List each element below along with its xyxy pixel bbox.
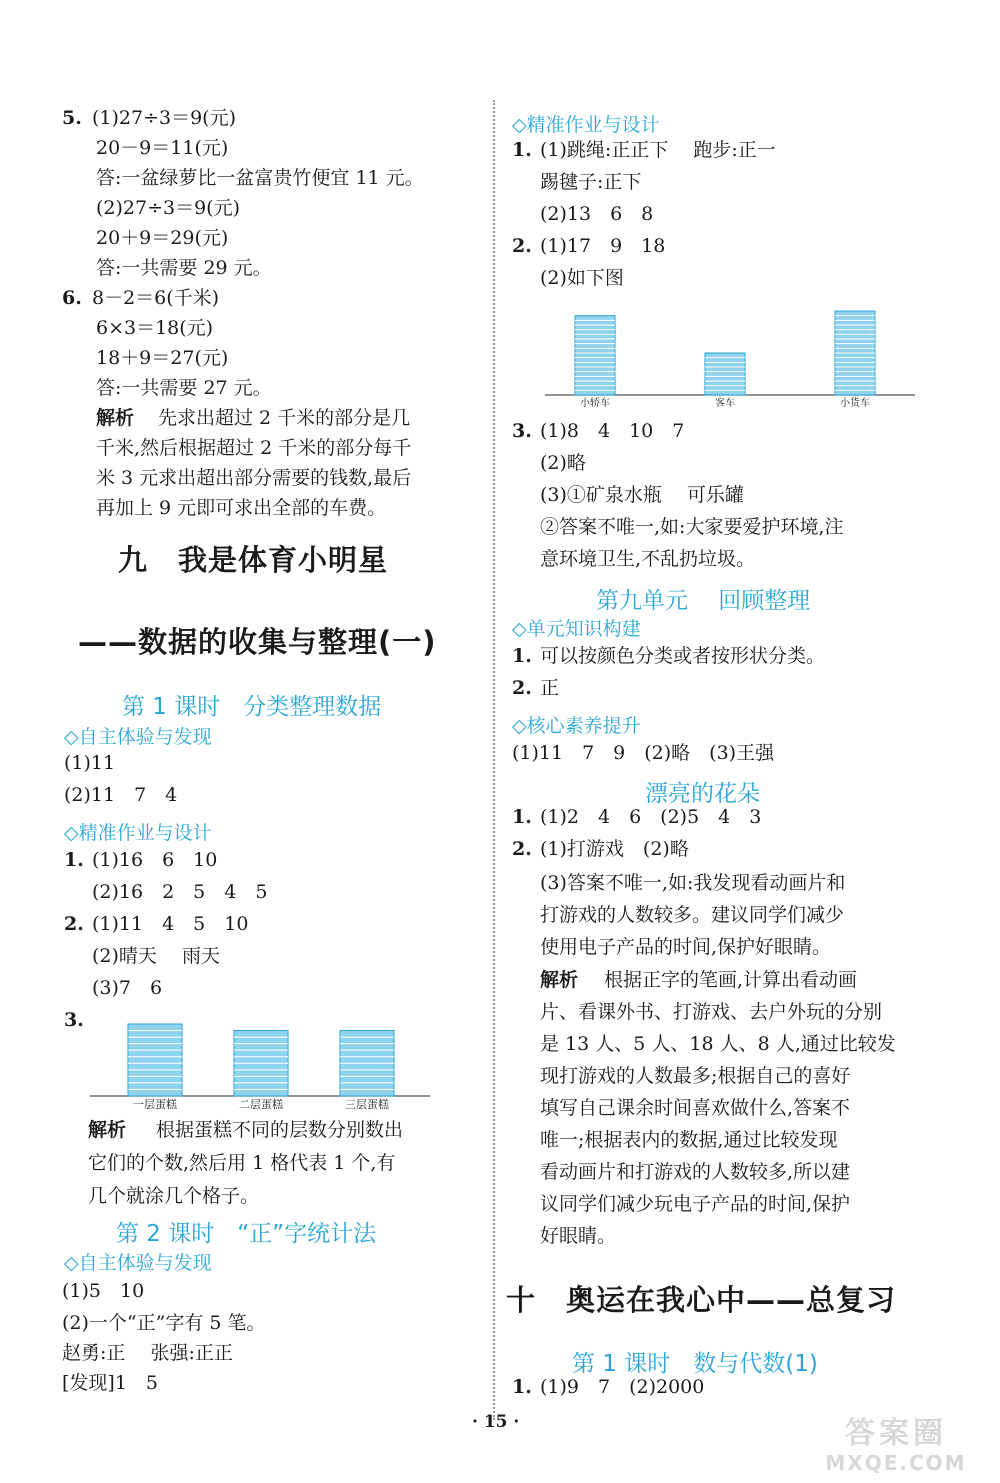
bar	[835, 311, 875, 395]
answer-line: (2)13 6 8	[540, 203, 654, 225]
page-number: · 15 ·	[472, 1412, 520, 1432]
r-analysis-line: 填写自己课余时间喜欢做什么,答案不	[540, 1097, 851, 1119]
cake-bar-chart	[90, 1018, 430, 1110]
l1-analysis-line: 它们的个数,然后用 1 格代表 1 个,有	[88, 1152, 396, 1174]
answer-line: (1)9 7 (2)2000	[540, 1376, 705, 1398]
bar	[234, 1031, 288, 1096]
r-q1-number: 1.	[512, 139, 532, 161]
r-analysis-line: 片、看课外书、打游戏、去户外玩的分别	[540, 1001, 883, 1023]
r-analysis-line: 好眼睛。	[540, 1225, 617, 1247]
q6-line: 6×3＝18(元)	[96, 317, 214, 339]
answer-line: (1)16 6 10	[92, 849, 218, 871]
q5-line: 20－9＝11(元)	[96, 137, 229, 159]
bar-category-label: 三层蛋糕	[345, 1098, 389, 1110]
answer-line: (1)11 7 9 (2)略 (3)王强	[512, 742, 775, 764]
q6-analysis-line: 再加上 9 元即可求出全部的车费。	[96, 497, 387, 519]
lesson1-title: 第 1 课时 分类整理数据	[122, 694, 382, 720]
lesson-title: 第 1 课时 数与代数(1)	[572, 1351, 818, 1377]
r-q3-number: 3.	[512, 420, 532, 442]
r-q2-number: 2.	[512, 235, 532, 257]
section-heading: ◇精准作业与设计	[512, 114, 660, 136]
section-heading: ◇核心素养提升	[512, 715, 641, 737]
answer-line: 踢毽子:正下	[540, 171, 642, 193]
r-analysis-line: 议同学们减少玩电子产品的时间,保护	[540, 1193, 851, 1215]
r-analysis-line: 唯一;根据表内的数据,通过比较发现	[540, 1129, 838, 1151]
k2-number: 2.	[512, 677, 532, 699]
l1-q1-number: 1.	[64, 849, 84, 871]
answer-line: ②答案不唯一,如:大家要爱护环境,注	[540, 516, 844, 538]
bar-category-label: 小轿车	[580, 398, 610, 409]
q6-line: 答:一共需要 27 元。	[96, 377, 272, 399]
bar-category-label: 小货车	[840, 398, 870, 409]
section-heading: ◇自主体验与发现	[64, 1252, 212, 1274]
section-heading: ◇单元知识构建	[512, 618, 641, 640]
q5-number: 5.	[62, 107, 82, 129]
vehicle-bar-chart	[545, 305, 915, 410]
section-heading: ◇自主体验与发现	[64, 726, 212, 748]
answer-line: (1)5 10	[62, 1280, 145, 1302]
r-analysis-line: 根据正字的笔画,计算出看动画	[604, 969, 858, 991]
answer-line: (3)答案不唯一,如:我发现看动画片和	[540, 872, 846, 894]
answer-line: (1)8 4 10 7	[540, 420, 685, 442]
k1-number: 1.	[512, 645, 532, 667]
unit10-title: 十 奥运在我心中——总复习	[506, 1283, 897, 1317]
answer-line: (2)晴天 雨天	[92, 945, 220, 967]
l1-analysis-line: 几个就涂几个格子。	[88, 1185, 260, 1207]
answer-line: 赵勇:正 张强:正正	[62, 1342, 233, 1364]
q5-line: 答:一盆绿萝比一盆富贵竹便宜 11 元。	[96, 167, 424, 189]
answer-line: 打游戏的人数较多。建议同学们减少	[540, 904, 845, 926]
q6-analysis-label: 解析	[96, 407, 135, 429]
q6-analysis-line: 米 3 元求出超出部分需要的钱数,最后	[96, 467, 412, 489]
answer-line: 正	[540, 677, 560, 699]
l1-q2-number: 2.	[64, 913, 84, 935]
answer-line: (2)一个“正”字有 5 笔。	[62, 1312, 266, 1334]
f2-number: 2.	[512, 838, 532, 860]
answer-line: (1)打游戏 (2)略	[540, 838, 689, 860]
review-title: 第九单元 回顾整理	[596, 588, 811, 614]
l1-analysis-line: 根据蛋糕不同的层数分别数出	[156, 1119, 404, 1141]
q6-analysis-line: 千米,然后根据超过 2 千米的部分每千	[96, 437, 412, 459]
bar-category-label: 二层蛋糕	[239, 1098, 283, 1110]
bar-category-label: 一层蛋糕	[133, 1098, 177, 1110]
answer-line: (2)16 2 5 4 5	[92, 881, 268, 903]
lesson2-title: 第 2 课时 “正”字统计法	[116, 1221, 377, 1247]
f1-number: 1.	[512, 806, 532, 828]
watermark-logo: 答案圈 MXQE.COM	[825, 1416, 967, 1475]
q5-line: 答:一共需要 29 元。	[96, 257, 272, 279]
r-analysis-line: 现打游戏的人数最多;根据自己的喜好	[540, 1065, 851, 1087]
l1-q3-number: 3.	[64, 1009, 84, 1031]
bar	[340, 1031, 394, 1096]
answer-line: 意环境卫生,不乱扔垃圾。	[540, 548, 756, 570]
bar-category-label: 客车	[715, 398, 735, 409]
l1-analysis-label: 解析	[88, 1119, 127, 1141]
bar	[128, 1024, 182, 1096]
bar	[575, 316, 615, 395]
answer-line: (1)2 4 6 (2)5 4 3	[540, 806, 762, 828]
r-analysis-line: 看动画片和打游戏的人数较多,所以建	[540, 1161, 851, 1183]
answer-line: (2)11 7 4	[64, 784, 178, 806]
column-divider	[493, 100, 495, 1420]
bar	[705, 353, 745, 395]
flower-title: 漂亮的花朵	[645, 781, 760, 807]
q6-number: 6.	[62, 287, 82, 309]
q5-line: (2)27÷3＝9(元)	[96, 197, 241, 219]
unit9-title: 九 我是体育小明星	[118, 543, 389, 577]
r-analysis-line: 是 13 人、5 人、18 人、8 人,通过比较发	[540, 1033, 896, 1055]
answer-line: (1)跳绳:正正下 跑步:正一	[540, 139, 776, 161]
section-heading: ◇精准作业与设计	[64, 822, 212, 844]
last-number: 1.	[512, 1376, 532, 1398]
answer-line: [发现]1 5	[62, 1372, 159, 1394]
r-analysis-label: 解析	[540, 969, 579, 991]
unit9-subtitle: ——数据的收集与整理(一)	[78, 625, 437, 659]
q6-line: 8－2＝6(千米)	[92, 287, 220, 309]
q5-line: (1)27÷3＝9(元)	[92, 107, 237, 129]
answer-line: (1)11 4 5 10	[92, 913, 249, 935]
answer-line: (3)7 6	[92, 977, 163, 999]
answer-line: (1)17 9 18	[540, 235, 666, 257]
answer-line: 使用电子产品的时间,保护好眼睛。	[540, 936, 832, 958]
q5-line: 20＋9＝29(元)	[96, 227, 229, 249]
answer-line: (2)如下图	[540, 267, 624, 289]
q6-line: 18＋9＝27(元)	[96, 347, 229, 369]
answer-line: (3)①矿泉水瓶 可乐罐	[540, 484, 744, 506]
answer-line: 可以按颜色分类或者按形状分类。	[540, 645, 826, 667]
answer-line: (2)略	[540, 452, 586, 474]
q6-analysis-line: 先求出超过 2 千米的部分是几	[158, 407, 411, 429]
answer-line: (1)11	[64, 752, 116, 774]
